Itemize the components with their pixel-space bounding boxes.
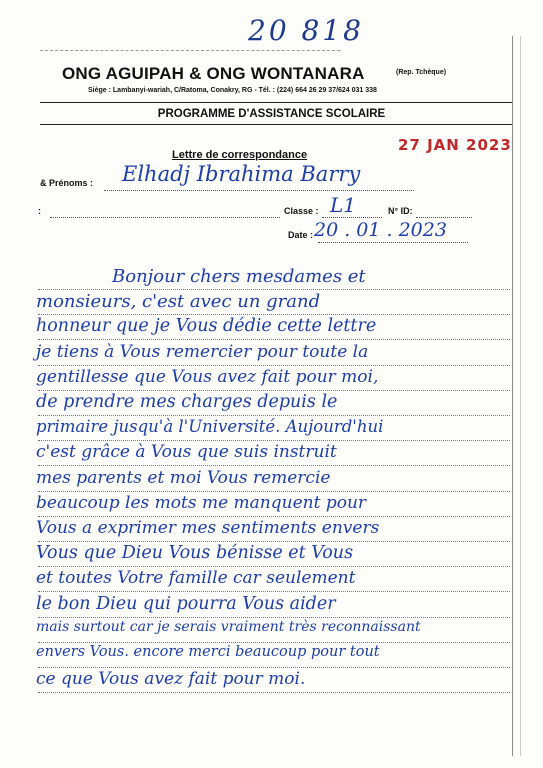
- letter-line: Vous a exprimer mes sentiments envers: [36, 518, 380, 538]
- reference-number: 20 818: [248, 14, 364, 47]
- ruled-line: [38, 289, 510, 290]
- letter-line: mes parents et moi Vous remercie: [36, 467, 331, 488]
- date-field-value: 20 . 01 . 2023: [314, 219, 447, 241]
- letter-line: le bon Dieu qui pourra Vous aider: [36, 593, 336, 614]
- organization-address: Siège : Lambanyi-wariah, C/Ratoma, Conakry, RG - Tél. : (224) 664 26 29 37/624 031 338: [88, 87, 377, 94]
- ruled-line: [38, 642, 510, 643]
- ruled-line: [38, 516, 510, 517]
- id-field-label: N° ID:: [388, 206, 413, 216]
- ruled-line: [38, 591, 510, 592]
- letter-line: c'est grâce à Vous que suis instruit: [36, 442, 337, 463]
- ruled-line: [38, 465, 510, 466]
- name-field-label: & Prénoms :: [40, 178, 94, 188]
- letter-line: Vous que Dieu Vous bénisse et Vous: [36, 543, 354, 564]
- school-field-line: [50, 217, 280, 218]
- ruled-line: [38, 339, 510, 340]
- ruled-line: [38, 415, 510, 416]
- class-field-label: Classe :: [284, 206, 319, 216]
- ruled-line: [38, 440, 510, 441]
- header-divider-top: [40, 102, 512, 103]
- letter-line: envers Vous. encore merci beaucoup pour tout: [36, 644, 380, 660]
- ruled-line: [38, 314, 510, 315]
- letter-line: et toutes Votre famille car seulement: [36, 568, 356, 589]
- ruled-line: [38, 667, 510, 668]
- header-divider-bottom: [40, 124, 512, 125]
- school-field-label: :: [38, 206, 41, 216]
- ruled-line: [38, 390, 510, 391]
- letter-line: beaucoup les mots me manquent pour: [36, 492, 367, 513]
- date-field-line: [318, 242, 468, 243]
- letter-line: gentillesse que Vous avez fait pour moi,: [36, 366, 379, 387]
- ruled-line: [38, 541, 510, 542]
- name-field-value: Elhadj Ibrahima Barry: [122, 162, 361, 186]
- page-edge-line-secondary: [520, 36, 521, 756]
- ruled-line: [38, 617, 510, 618]
- organization-suffix: (Rep. Tchèque): [396, 69, 447, 76]
- letter-line: de prendre mes charges depuis le: [36, 392, 338, 412]
- ruled-line: [38, 365, 510, 366]
- class-field-value: L1: [330, 193, 357, 217]
- ruled-line: [38, 566, 510, 567]
- letter-line: primaire jusqu'à l'Université. Aujourd'hui: [36, 417, 384, 437]
- name-field-line: [104, 190, 414, 191]
- letter-line: mais surtout car je serais vraiment très reconnaissant: [36, 618, 421, 635]
- id-field-line: [416, 217, 472, 218]
- organization-name: ONG AGUIPAH & ONG WONTANARA: [62, 64, 365, 83]
- ruled-line: [38, 491, 510, 492]
- date-field-label: Date :: [288, 230, 314, 240]
- class-field-line: [322, 217, 382, 218]
- letter-line: je tiens à Vous remercier pour toute la: [36, 341, 369, 362]
- top-dashed-line: [40, 50, 340, 51]
- ruled-line: [38, 692, 510, 693]
- letter-line: Bonjour chers mesdames et: [112, 266, 366, 287]
- letter-line: honneur que je Vous dédie cette lettre: [36, 316, 377, 337]
- page-edge-line: [512, 36, 513, 756]
- letter-line: monsieurs, c'est avec un grand: [36, 291, 321, 313]
- document-title: Lettre de correspondance: [172, 149, 308, 161]
- program-title: PROGRAMME D'ASSISTANCE SCOLAIRE: [157, 108, 386, 120]
- letter-line: ce que Vous avez fait pour moi.: [36, 669, 306, 690]
- received-date-stamp: 27 JAN 2023: [398, 136, 512, 154]
